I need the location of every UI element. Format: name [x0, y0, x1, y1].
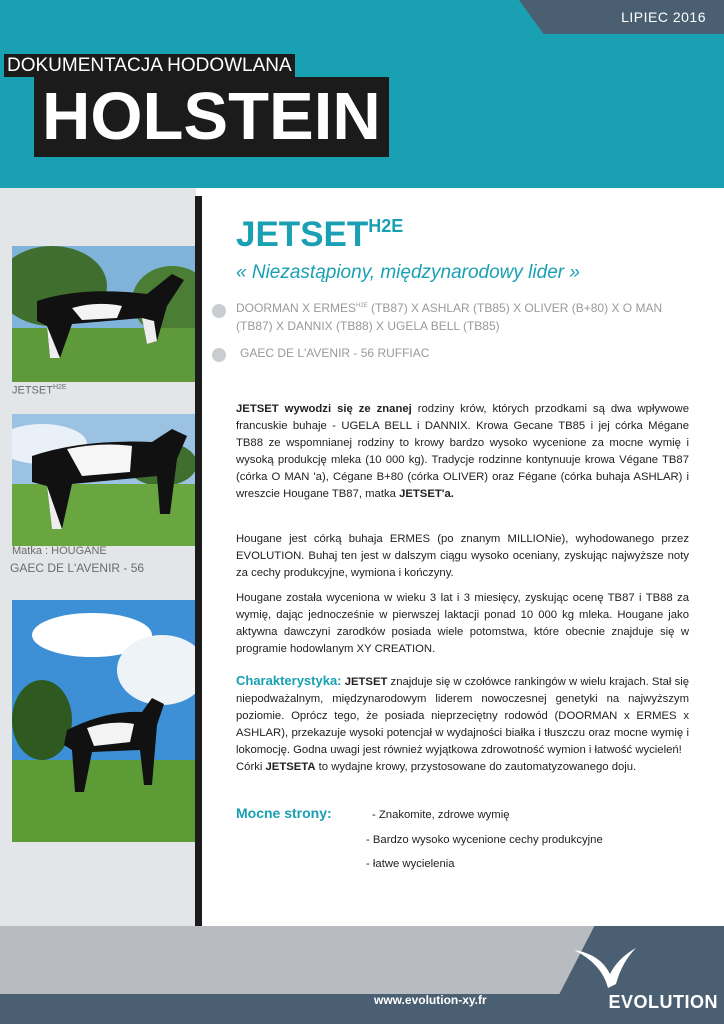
char-body: znajduje się w czołówce rankingów w wielu krajach. Stał się niepodważalnym, międzynarodowym liderem nowoczesnej genetyki na najwyższym poziomie. Oprócz tego, że posiada nieprzeciętny rodowód (DOORMAN x ERMES x ASHLAR), przekazuje wysoki potencjał w wydajności białka i tłuszczu oraz mocne wymię i lokomocję. Godna uwagi jest również wyjątkowa zdrowotność wymion i łatwość wycieleń!: [236, 676, 690, 756]
bull-name: JETSET: [236, 215, 369, 254]
caption-bull-suffix: H2E: [52, 384, 67, 391]
pedigree-line: [236, 297, 684, 335]
char-last-bold: JETSETA: [265, 761, 316, 773]
evolution-logo-text: EVOLUTION: [608, 992, 718, 1012]
paragraph-origin: [236, 401, 689, 503]
bull-name-suffix: H2E: [368, 216, 404, 236]
p1-end: JETSET'a.: [399, 488, 454, 500]
caption-bull-name: JETSET: [12, 384, 53, 397]
dam-photo: [12, 414, 195, 546]
char-last-b: to wydajne krowy, przystosowane do zautomatyzowanego doju.: [315, 761, 637, 773]
pedigree-rest: (TB87) X ASHLAR (TB85) X OLIVER (B+80) X O MAN (TB87) X DANNIX (TB88) X UGELA BELL (TB85): [236, 301, 663, 333]
pedigree-sup: H2E: [356, 303, 368, 309]
bull-photo: [12, 246, 195, 382]
bull-tagline: « Niezastąpiony, międzynarodowy lider »: [236, 262, 580, 283]
pedigree-sire: DOORMAN X ERMES: [236, 301, 357, 315]
website-link[interactable]: www.evolution-xy.fr: [374, 993, 487, 1007]
paragraph-characteristics: [236, 672, 689, 776]
strengths-label: Mocne strony:: [236, 805, 332, 821]
farm-icon: [212, 348, 226, 362]
cow-field-photo: [12, 600, 195, 842]
p1-body: rodziny krów, których przodkami są dwa wpływowe francuskie buhaje - UGELA BELL i DANNIX. Krowa Gecane TB85 i jej córka Mégane TB88 ze wspomnianej rodziny to krowy bardzo wysoko wycenione za mocne wymię i wysoką produkcję mleka (10 000 kg). Tradycje rodzinne kontynuuje krowa Végane TB87 (córka O MAN 'a), Cégane B+80 (córka OLIVER) oraz Fégane (córka buhaja ASHLAR) i wreszcie Hougane TB87, matka: [236, 403, 689, 500]
breeder-farm: GAEC DE L'AVENIR - 56 RUFFIAC: [240, 346, 430, 360]
paragraph-dam: Hougane jest córką buhaja ERMES (po znanym MILLIONie), wyhodowanego przez EVOLUTION. Buhaj ten jest w dalszym ciągu wysoko oceniany, zyskując najwyższe noty za cechy produkcyjne, wymiona i kończyny.: [236, 533, 689, 579]
column-divider: [195, 196, 202, 936]
paragraph-hougane: Hougane została wyceniona w wieku 3 lat i 3 miesięcy, zyskując ocenę TB87 i TB88 za wymię, dając jednocześnie w pierwszej laktacji ponad 10 000 kg mleka. Hougane jako aktywna dawczyni zarodków posiada wiele potomstwa, które obecnie znajduje się w programie hodowlanym XY CREATION.: [236, 592, 689, 655]
characteristics-label: Charakterystyka:: [236, 673, 342, 688]
photo-caption-bull: [12, 384, 67, 397]
strength-item: - Znakomite, zdrowe wymię: [372, 809, 510, 821]
photo-caption-dam: Matka : HOUGANE: [12, 545, 107, 557]
photo-caption-farm: GAEC DE L'AVENIR - 56: [10, 561, 145, 575]
char-name: JETSET: [344, 676, 388, 688]
p1-lead: JETSET wywodzi się ze znanej: [236, 403, 412, 415]
strength-item: - łatwe wycielenia: [366, 858, 455, 870]
pedigree-icon: [212, 304, 226, 318]
breed-title: HOLSTEIN: [34, 77, 389, 157]
bull-name-title: [236, 215, 403, 255]
evolution-logo-icon: [570, 944, 640, 997]
issue-date: LIPIEC 2016: [621, 9, 706, 25]
strength-item: - Bardzo wysoko wycenione cechy produkcyjne: [366, 834, 603, 846]
doc-type-label: DOKUMENTACJA HODOWLANA: [4, 54, 295, 77]
char-last-a: Córki: [236, 761, 266, 773]
